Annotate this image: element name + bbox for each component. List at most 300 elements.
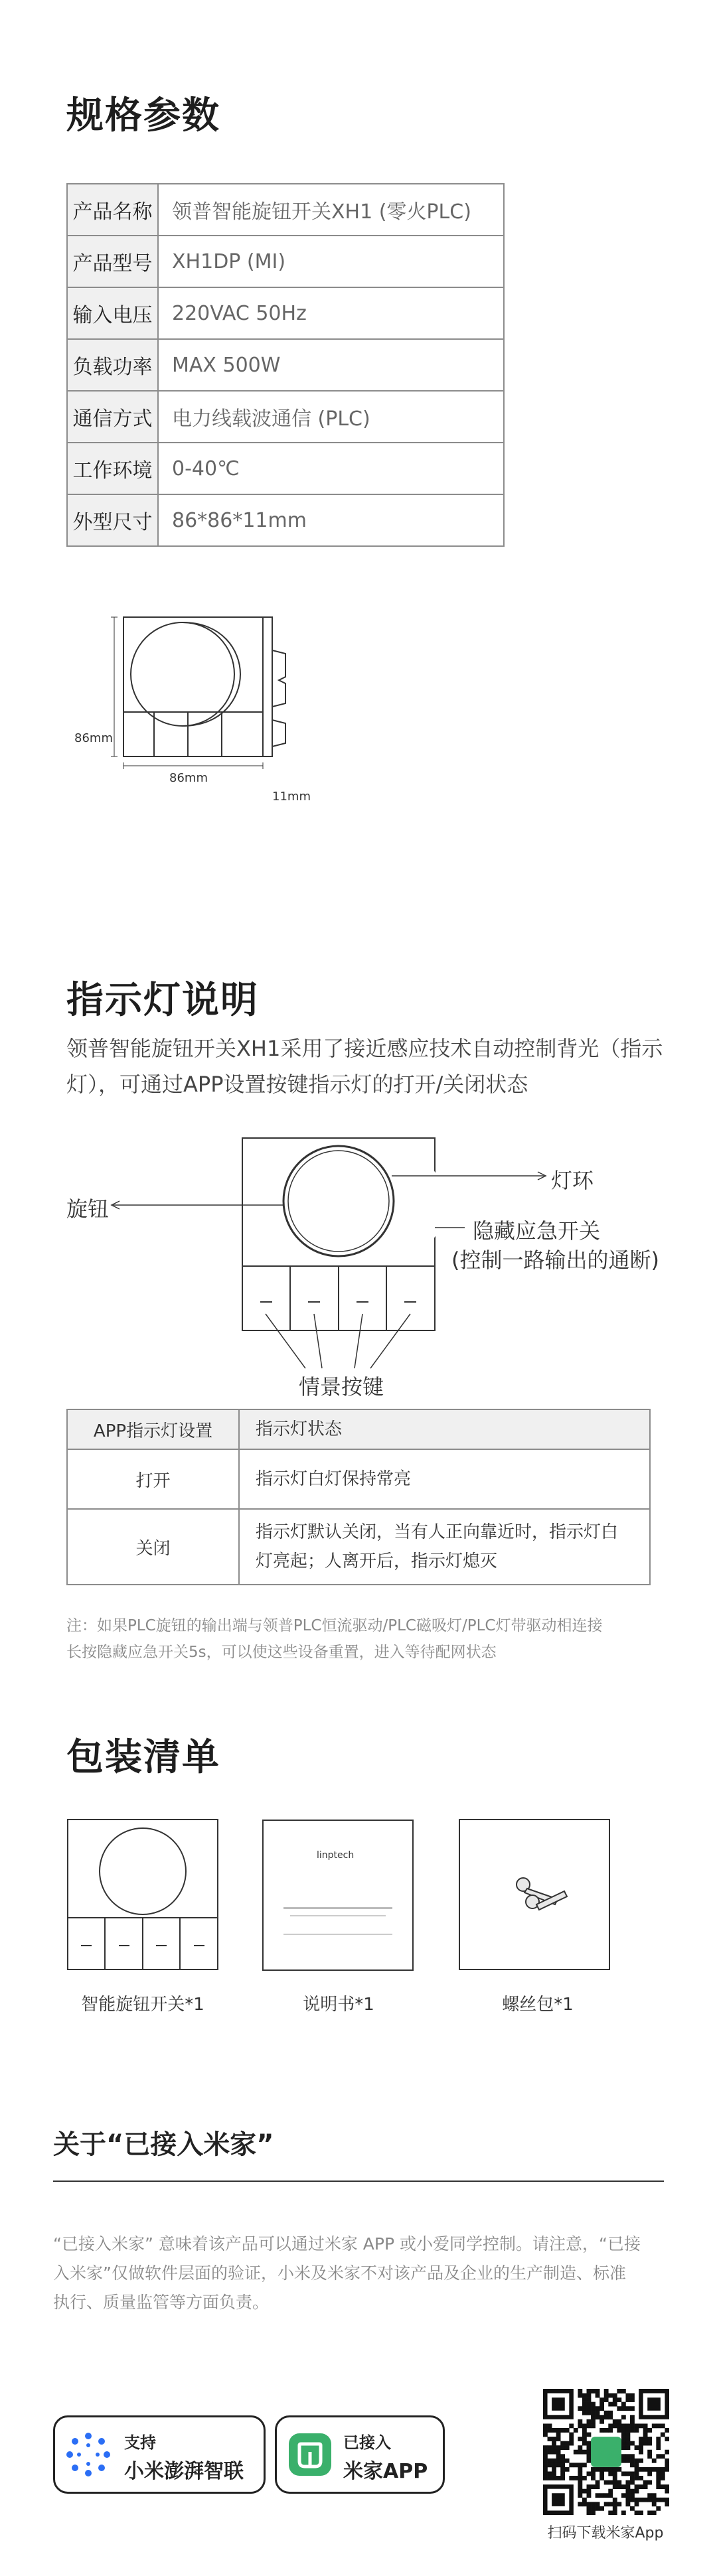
qr-module	[569, 2476, 574, 2480]
qr-module	[608, 2471, 613, 2476]
qr-module	[543, 2471, 548, 2476]
qr-module	[647, 2498, 652, 2502]
qr-module	[630, 2506, 635, 2511]
qr-module	[608, 2493, 613, 2498]
qr-module	[556, 2445, 561, 2450]
qr-module	[599, 2397, 604, 2402]
qr-module	[665, 2437, 669, 2441]
qr-module	[569, 2423, 574, 2428]
qr-module	[596, 2493, 600, 2498]
qr-module	[587, 2493, 592, 2498]
qr-module	[582, 2397, 587, 2402]
setting-cell: 打开	[67, 1449, 239, 1509]
qr-module	[587, 2510, 592, 2515]
qr-module	[552, 2428, 556, 2433]
qr-module	[613, 2510, 617, 2515]
qr-module	[639, 2510, 643, 2515]
qr-module	[621, 2445, 626, 2450]
qr-module	[656, 2471, 661, 2476]
state-text: 灯亮起；人离开后，指示灯熄灭	[256, 1551, 498, 1571]
qr-module	[587, 2423, 592, 2428]
qr-module	[652, 2498, 657, 2502]
table-row	[67, 339, 504, 391]
qr-module	[578, 2406, 582, 2411]
qr-module	[625, 2489, 630, 2494]
qr-module	[608, 2467, 613, 2472]
state-text: 指示灯白灯保持常亮	[256, 1469, 412, 1489]
qr-module	[665, 2428, 669, 2433]
qr-module	[578, 2437, 582, 2441]
qr-module	[552, 2450, 556, 2455]
qr-module	[560, 2463, 565, 2467]
qr-module	[630, 2415, 635, 2419]
manual-text-line	[290, 1915, 386, 1916]
qr-module	[625, 2441, 630, 2446]
qr-module	[582, 2423, 587, 2428]
spec-value: 领普智能旋钮开关XH1 (零火PLC)	[158, 184, 504, 236]
qr-module	[574, 2450, 578, 2455]
qr-module	[599, 2402, 604, 2407]
package-item-label: 智能旋钮开关*1	[81, 1995, 204, 2015]
qr-module	[560, 2428, 565, 2433]
qr-module	[647, 2471, 652, 2476]
indicator-table	[66, 1409, 651, 1585]
qr-module	[608, 2489, 613, 2494]
qr-module	[635, 2423, 639, 2428]
qr-module	[656, 2476, 661, 2480]
qr-module	[608, 2411, 613, 2415]
manual-brand-logo: linptech	[317, 1850, 355, 1861]
dim-height: 86mm	[74, 731, 113, 745]
qr-module	[543, 2459, 548, 2463]
qr-module	[582, 2428, 587, 2433]
qr-module	[647, 2467, 652, 2472]
qr-module	[548, 2423, 552, 2428]
qr-module	[656, 2484, 661, 2489]
qr-module	[556, 2450, 561, 2455]
qr-module	[613, 2498, 617, 2502]
qr-module	[608, 2428, 613, 2433]
qr-module	[639, 2476, 643, 2480]
qr-module	[621, 2406, 626, 2411]
qr-module	[639, 2445, 643, 2450]
qr-module	[630, 2459, 635, 2463]
qr-module	[587, 2419, 592, 2424]
qr-module	[639, 2441, 643, 2446]
qr-module	[661, 2471, 665, 2476]
qr-module	[617, 2484, 621, 2489]
package-manual-image	[262, 1820, 414, 1971]
qr-module	[591, 2471, 596, 2476]
qr-module	[578, 2450, 582, 2455]
table-header-row	[67, 1409, 650, 1449]
qr-module	[608, 2415, 613, 2419]
setting-cell: 关闭	[67, 1509, 239, 1585]
hyperconnect-logo-icon	[64, 2431, 112, 2478]
note-line2: 长按隐藏应急开关5s，可以使这些设备重置，进入等待配网状态	[66, 1644, 497, 1661]
qr-module	[665, 2467, 669, 2472]
qr-module	[582, 2394, 587, 2398]
state-cell	[239, 1449, 650, 1509]
qr-module	[635, 2498, 639, 2502]
qr-module	[661, 2476, 665, 2480]
qr-module	[599, 2406, 604, 2411]
qr-module	[599, 2493, 604, 2498]
qr-module	[596, 2389, 600, 2394]
qr-module	[656, 2506, 661, 2511]
qr-module	[647, 2450, 652, 2455]
qr-module	[625, 2502, 630, 2506]
qr-module	[582, 2411, 587, 2415]
table-row	[67, 1509, 650, 1585]
qr-module	[552, 2463, 556, 2467]
spec-key: 通信方式	[67, 391, 158, 443]
qr-module	[587, 2506, 592, 2511]
qr-module	[639, 2484, 643, 2489]
qr-module	[604, 2397, 609, 2402]
qr-module	[617, 2389, 621, 2394]
qr-module	[635, 2467, 639, 2472]
qr-module	[613, 2484, 617, 2489]
qr-module	[630, 2428, 635, 2433]
qr-module	[639, 2437, 643, 2441]
qr-module	[621, 2484, 626, 2489]
qr-module	[587, 2454, 592, 2459]
package-item-label: 螺丝包*1	[502, 1995, 574, 2015]
qr-module	[652, 2467, 657, 2472]
qr-module	[613, 2471, 617, 2476]
qr-module	[643, 2467, 648, 2472]
qr-module	[591, 2415, 596, 2419]
spec-value: 220VAC 50Hz	[158, 287, 504, 339]
qr-module	[582, 2489, 587, 2494]
qr-module	[652, 2502, 657, 2506]
qr-module	[569, 2433, 574, 2437]
qr-module	[613, 2476, 617, 2480]
qr-module	[621, 2471, 626, 2476]
qr-module	[647, 2480, 652, 2485]
spec-value: 电力线载波通信 (PLC)	[158, 391, 504, 443]
qr-module	[665, 2484, 669, 2489]
table-row	[67, 391, 504, 443]
qr-module	[599, 2415, 604, 2419]
hyperconnect-badge	[53, 2415, 266, 2494]
qr-module	[587, 2394, 592, 2398]
qr-module	[625, 2471, 630, 2476]
about-line3: 执行、质量监管等方面负责。	[53, 2293, 270, 2312]
qr-module	[621, 2459, 626, 2463]
qr-module	[621, 2441, 626, 2446]
indicator-desc-line1: 领普智能旋钮开关XH1采用了接近感应技术自动控制背光（指示	[66, 1036, 663, 1061]
qr-module	[543, 2454, 548, 2459]
table-row	[67, 494, 504, 546]
qr-module	[656, 2498, 661, 2502]
qr-module	[543, 2463, 548, 2467]
qr-module	[587, 2445, 592, 2450]
qr-module	[591, 2467, 596, 2472]
qr-module	[565, 2441, 570, 2446]
label-hidden-switch: 隐藏应急开关	[473, 1218, 601, 1244]
qr-center-logo-icon	[591, 2437, 621, 2467]
qr-module	[543, 2445, 548, 2450]
qr-module	[560, 2467, 565, 2472]
qr-module	[560, 2454, 565, 2459]
table-row	[67, 236, 504, 287]
qr-module	[635, 2445, 639, 2450]
qr-module	[613, 2394, 617, 2398]
qr-module	[621, 2402, 626, 2407]
dim-depth: 11mm	[272, 790, 311, 804]
qr-module	[656, 2480, 661, 2485]
qr-module	[591, 2510, 596, 2515]
qr-module	[587, 2397, 592, 2402]
qr-module	[652, 2423, 657, 2428]
qr-module	[552, 2441, 556, 2446]
qr-module	[630, 2419, 635, 2424]
spec-value: XH1DP (MI)	[158, 236, 504, 287]
qr-module	[548, 2450, 552, 2455]
spec-key: 负载功率	[67, 339, 158, 391]
qr-module	[596, 2506, 600, 2511]
qr-module	[556, 2433, 561, 2437]
qr-module	[656, 2437, 661, 2441]
qr-module	[578, 2419, 582, 2424]
qr-module	[582, 2402, 587, 2407]
qr-module	[621, 2423, 626, 2428]
qr-module	[665, 2450, 669, 2455]
qr-module	[661, 2498, 665, 2502]
qr-module	[587, 2489, 592, 2494]
qr-module	[635, 2463, 639, 2467]
manual-text-line	[283, 1907, 392, 1909]
qr-module	[613, 2419, 617, 2424]
qr-module	[556, 2437, 561, 2441]
qr-module	[630, 2454, 635, 2459]
qr-module	[608, 2423, 613, 2428]
mijia-logo-icon	[287, 2432, 333, 2477]
qr-module	[621, 2437, 626, 2441]
qr-module	[591, 2502, 596, 2506]
qr-module	[630, 2476, 635, 2480]
qr-module	[665, 2502, 669, 2506]
qr-module	[625, 2484, 630, 2489]
qr-module	[578, 2423, 582, 2428]
qr-module	[625, 2406, 630, 2411]
qr-module	[582, 2406, 587, 2411]
qr-module	[552, 2437, 556, 2441]
qr-module	[625, 2397, 630, 2402]
qr-module	[552, 2467, 556, 2472]
qr-module	[596, 2394, 600, 2398]
qr-module	[582, 2441, 587, 2446]
qr-caption: 扫码下载米家App	[547, 2525, 664, 2541]
qr-module	[604, 2394, 609, 2398]
mijia-big-text: 米家APP	[343, 2460, 428, 2483]
qr-module	[591, 2389, 596, 2394]
qr-module	[661, 2484, 665, 2489]
qr-module	[665, 2489, 669, 2494]
qr-module	[565, 2445, 570, 2450]
qr-module	[596, 2480, 600, 2485]
qr-module	[556, 2463, 561, 2467]
qr-module	[643, 2437, 648, 2441]
qr-module	[608, 2480, 613, 2485]
package-item-label: 说明书*1	[303, 1995, 374, 2015]
qr-module	[643, 2433, 648, 2437]
indicator-desc-line2: 灯），可通过APP设置按键指示灯的打开/关闭状态	[66, 1072, 528, 1097]
qr-module	[604, 2467, 609, 2472]
qr-module	[587, 2402, 592, 2407]
mijia-small-text: 已接入	[343, 2433, 391, 2452]
qr-module	[578, 2471, 582, 2476]
qr-module	[599, 2428, 604, 2433]
qr-module	[604, 2480, 609, 2485]
qr-module	[587, 2484, 592, 2489]
qr-module	[635, 2484, 639, 2489]
qr-module	[625, 2480, 630, 2485]
qr-module	[596, 2411, 600, 2415]
qr-module	[565, 2428, 570, 2433]
qr-module	[578, 2484, 582, 2489]
qr-module	[613, 2480, 617, 2485]
qr-module	[578, 2489, 582, 2494]
state-text: 指示灯默认关闭，当有人正向靠近时，指示灯白	[256, 1522, 619, 1542]
qr-module	[625, 2394, 630, 2398]
qr-module	[582, 2437, 587, 2441]
qr-module	[647, 2441, 652, 2446]
qr-module	[656, 2445, 661, 2450]
label-knob: 旋钮	[66, 1196, 110, 1222]
qr-module	[617, 2428, 621, 2433]
qr-module	[591, 2402, 596, 2407]
qr-module	[643, 2484, 648, 2489]
qr-module	[582, 2433, 587, 2437]
qr-module	[635, 2510, 639, 2515]
qr-module	[643, 2423, 648, 2428]
spec-title: 规格参数	[66, 94, 220, 137]
package-switch-image	[66, 1818, 226, 1977]
qr-module	[548, 2459, 552, 2463]
qr-module	[652, 2459, 657, 2463]
qr-module	[630, 2423, 635, 2428]
spec-key: 产品名称	[67, 184, 158, 236]
qr-module	[661, 2454, 665, 2459]
qr-module	[608, 2510, 613, 2515]
label-hidden-switch-note: (控制一路输出的通断)	[451, 1248, 659, 1273]
qr-module	[565, 2467, 570, 2472]
qr-module	[639, 2423, 643, 2428]
qr-module	[604, 2428, 609, 2433]
qr-module	[617, 2502, 621, 2506]
qr-module	[599, 2476, 604, 2480]
qr-module	[661, 2423, 665, 2428]
qr-module	[652, 2510, 657, 2515]
qr-module	[591, 2411, 596, 2415]
qr-module	[643, 2441, 648, 2446]
qr-module	[617, 2480, 621, 2485]
hyperconnect-small-text: 支持	[124, 2433, 156, 2452]
qr-module	[578, 2502, 582, 2506]
qr-module	[543, 2423, 548, 2428]
qr-module	[560, 2459, 565, 2463]
qr-module	[647, 2493, 652, 2498]
qr-module	[625, 2428, 630, 2433]
qr-module	[647, 2510, 652, 2515]
qr-module	[560, 2476, 565, 2480]
qr-module	[556, 2476, 561, 2480]
hyperconnect-big-text: 小米澎湃智联	[124, 2460, 244, 2483]
qr-module	[613, 2397, 617, 2402]
qr-module	[661, 2467, 665, 2472]
spec-value: 0-40℃	[158, 443, 504, 494]
qr-module	[665, 2463, 669, 2467]
qr-module	[665, 2459, 669, 2463]
qr-module	[596, 2502, 600, 2506]
qr-module	[639, 2467, 643, 2472]
label-scene-keys: 情景按键	[299, 1374, 384, 1399]
column-header: APP指示灯设置	[67, 1409, 239, 1449]
qr-module	[625, 2493, 630, 2498]
qr-module	[552, 2459, 556, 2463]
qr-module	[569, 2463, 574, 2467]
qr-finder	[552, 2493, 565, 2506]
about-line2: 入米家”仅做软件层面的验证，小米及米家不对该产品及企业的生产制造、标准	[53, 2263, 626, 2283]
qr-module	[556, 2459, 561, 2463]
qr-module	[613, 2467, 617, 2472]
spec-key: 外型尺寸	[67, 494, 158, 546]
qr-module	[635, 2428, 639, 2433]
qr-module	[625, 2437, 630, 2441]
qr-module	[621, 2493, 626, 2498]
qr-module	[630, 2441, 635, 2446]
qr-module	[591, 2423, 596, 2428]
qr-module	[578, 2467, 582, 2472]
qr-module	[630, 2480, 635, 2485]
column-header: 指示灯状态	[239, 1409, 650, 1449]
qr-module	[652, 2493, 657, 2498]
qr-module	[643, 2428, 648, 2433]
qr-module	[582, 2502, 587, 2506]
qr-module	[556, 2428, 561, 2433]
qr-module	[608, 2402, 613, 2407]
qr-code	[543, 2389, 669, 2515]
qr-module	[647, 2437, 652, 2441]
qr-module	[578, 2389, 582, 2394]
spec-key: 产品型号	[67, 236, 158, 287]
qr-module	[635, 2459, 639, 2463]
note-line1: 注：如果PLC旋钮的输出端与领普PLC恒流驱动/PLC磁吸灯/PLC灯带驱动相连接	[66, 1617, 603, 1634]
qr-module	[596, 2415, 600, 2419]
qr-module	[596, 2484, 600, 2489]
qr-module	[635, 2489, 639, 2494]
spec-table	[66, 183, 505, 547]
qr-module	[599, 2471, 604, 2476]
qr-module	[643, 2480, 648, 2485]
package-title: 包装清单	[66, 1736, 220, 1779]
qr-module	[630, 2489, 635, 2494]
qr-module	[582, 2463, 587, 2467]
mijia-badge	[275, 2415, 445, 2494]
qr-module	[591, 2406, 596, 2411]
about-title: 关于“已接入米家”	[53, 2129, 274, 2160]
qr-module	[656, 2454, 661, 2459]
qr-module	[591, 2506, 596, 2511]
table-row	[67, 184, 504, 236]
indicator-title: 指示灯说明	[66, 979, 259, 1022]
qr-module	[613, 2502, 617, 2506]
qr-module	[587, 2471, 592, 2476]
qr-module	[613, 2506, 617, 2511]
